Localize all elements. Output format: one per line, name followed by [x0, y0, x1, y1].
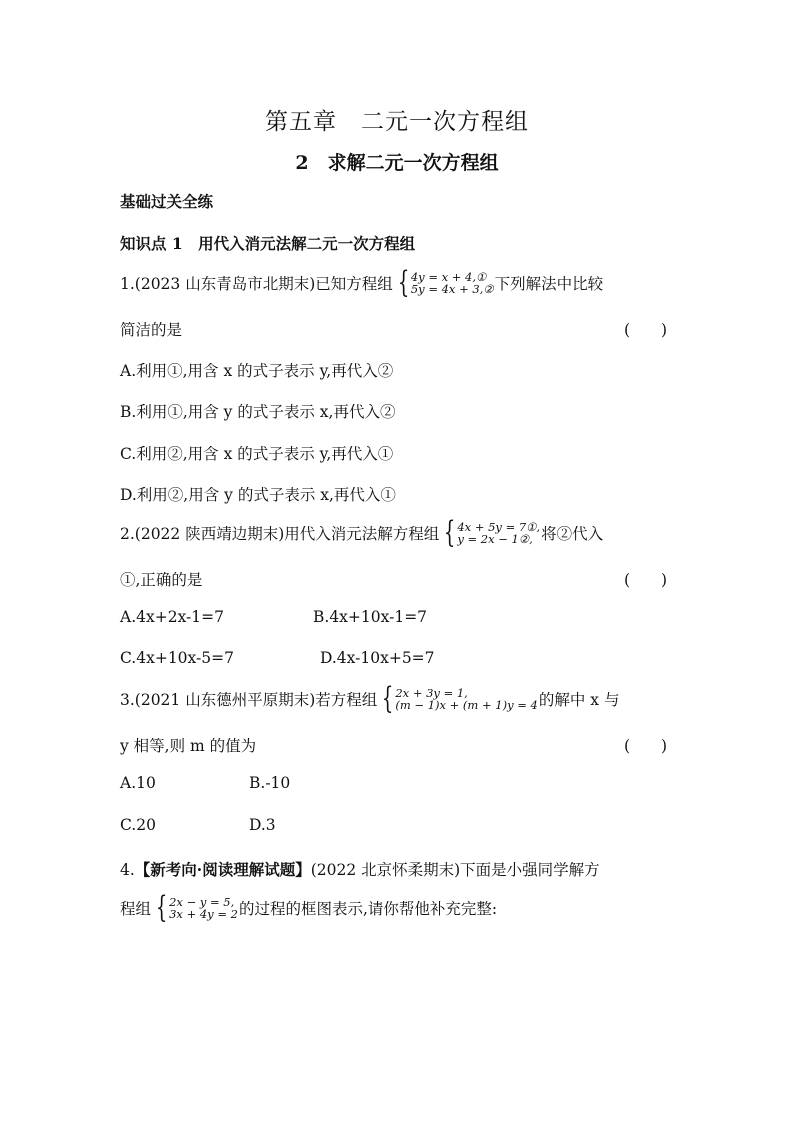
q1-answer-paren: ( )	[624, 321, 668, 339]
q2-answer-paren: ( )	[624, 571, 668, 589]
q4-line1-rest: (2022 北京怀柔期末)下面是小强同学解方	[310, 861, 600, 879]
question-4-line1	[120, 858, 600, 880]
q2-option-c: C.4x+10x-5=7	[120, 649, 234, 667]
q4-line2-pre: 程组	[120, 900, 152, 918]
q1-stem-line2: 简洁的是	[120, 321, 183, 339]
q2-equation-system	[440, 515, 541, 550]
q3-equation-1: 2x + 3y = 1,	[395, 686, 468, 700]
q3-stem-line2: y 相等,则 m 的值为	[120, 737, 257, 755]
section-title: 2 求解二元一次方程组	[295, 152, 499, 174]
q2-equation-1: 4x + 5y = 7①,	[457, 520, 541, 534]
q3-equation-system	[378, 681, 538, 716]
q3-option-b: B.-10	[249, 774, 291, 792]
q3-option-d: D.3	[249, 816, 276, 834]
q2-equation-2: y = 2x − 1②,	[457, 532, 533, 546]
q4-equation-system	[152, 890, 238, 925]
q4-line2-post: 的过程的框图表示,请你帮他补充完整:	[238, 900, 498, 918]
q2-stem-pre: 2.(2022 陕西靖边期末)用代入消元法解方程组	[120, 525, 440, 543]
chapter-title: 第五章 二元一次方程组	[265, 109, 529, 135]
q1-stem-pre: 1.(2023 山东青岛市北期末)已知方程组	[120, 275, 393, 293]
q1-equation-system	[394, 265, 494, 300]
question-1-stem	[120, 265, 604, 300]
q1-option-d: D.利用②,用含 y 的式子表示 x,再代入①	[120, 486, 396, 504]
brace-icon: {	[155, 890, 168, 925]
q2-option-d: D.4x-10x+5=7	[320, 649, 435, 667]
q3-stem-post: 的解中 x 与	[538, 691, 620, 709]
q3-option-c: C.20	[120, 816, 156, 834]
q4-equation-2: 3x + 4y = 2	[169, 907, 238, 921]
q3-answer-paren: ( )	[624, 737, 668, 755]
brace-icon: {	[397, 265, 410, 300]
q2-option-b: B.4x+10x-1=7	[313, 608, 428, 626]
knowledge-point-heading: 知识点 1 用代入消元法解二元一次方程组	[120, 234, 416, 253]
brace-icon: {	[382, 681, 394, 716]
q4-equation-1: 2x − y = 5,	[169, 895, 235, 909]
q3-option-a: A.10	[120, 774, 156, 792]
question-3-stem	[120, 681, 620, 716]
q2-stem-post: 将②代入	[541, 525, 604, 543]
q2-stem-line2: ①,正确的是	[120, 571, 203, 589]
question-2-stem	[120, 515, 604, 550]
practice-heading: 基础过关全练	[120, 192, 214, 211]
q3-stem-pre: 3.(2021 山东德州平原期末)若方程组	[120, 691, 378, 709]
brace-icon: {	[444, 515, 456, 550]
q1-option-c: C.利用②,用含 x 的式子表示 y,再代入①	[120, 445, 394, 463]
q1-equation-1: 4y = x + 4,①	[410, 270, 487, 284]
q4-tag: 【新考向·阅读理解试题】	[134, 860, 311, 879]
q1-stem-post: 下列解法中比较	[494, 275, 604, 293]
q3-equation-2: (m − 1)x + (m + 1)y = 4	[395, 698, 538, 712]
q4-prefix: 4.	[120, 861, 135, 879]
question-4-line2	[120, 890, 498, 925]
q2-option-a: A.4x+2x-1=7	[120, 608, 224, 626]
q1-option-b: B.利用①,用含 y 的式子表示 x,再代入②	[120, 403, 396, 421]
q1-equation-2: 5y = 4x + 3,②	[410, 282, 494, 296]
q1-option-a: A.利用①,用含 x 的式子表示 y,再代入②	[120, 362, 394, 380]
